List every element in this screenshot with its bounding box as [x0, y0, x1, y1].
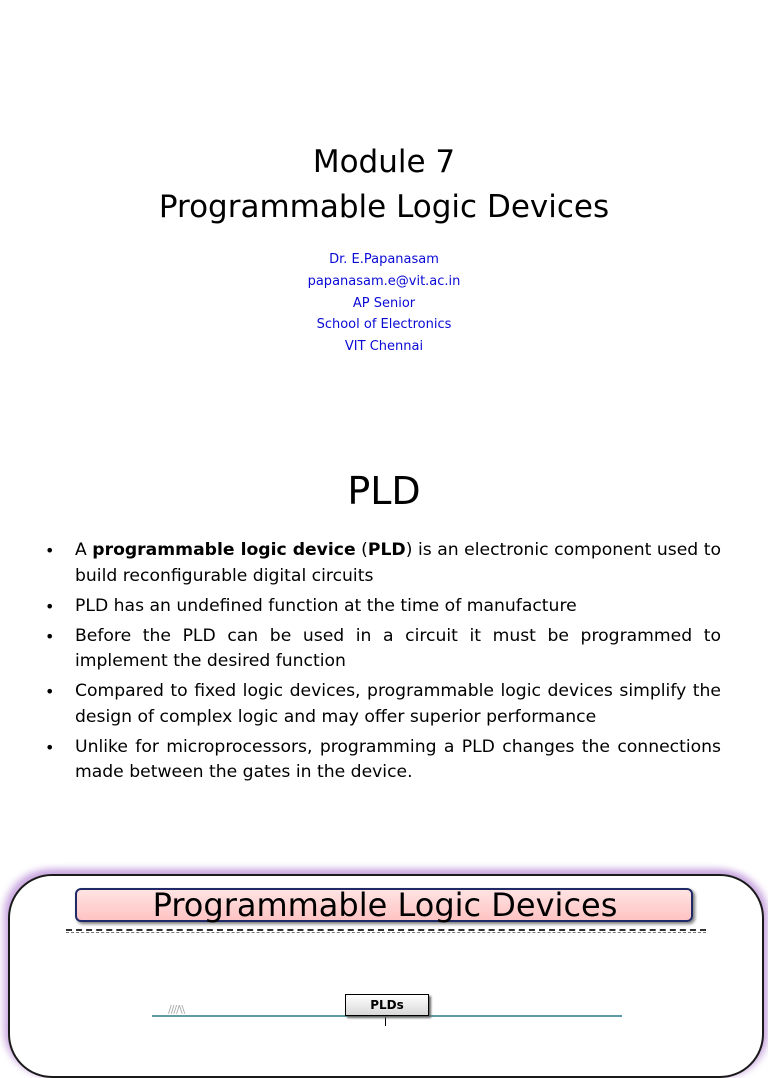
list-item: • Unlike for microprocessors, programming a PLD changes the connections made between the gates in the device.: [45, 736, 721, 782]
author-block: [0, 249, 768, 358]
diagram-connector: [385, 1016, 386, 1026]
pld-diagram-slide: [0, 860, 768, 1024]
author-position: AP Senior: [352, 295, 416, 311]
divider: [66, 929, 706, 931]
divider: [66, 932, 706, 933]
term-bold: programmable logic device: [92, 540, 356, 560]
banner-title: Programmable Logic Devices: [152, 886, 618, 924]
module-title: Module 7: [312, 144, 456, 180]
bullet-icon: •: [45, 682, 55, 701]
decorative-mark: ////\\: [168, 1003, 185, 1016]
pld-slide: [0, 430, 768, 860]
bullet-icon: •: [45, 596, 55, 616]
abbr-bold: PLD: [367, 540, 406, 560]
bullet-icon: •: [45, 737, 55, 757]
slide-title: PLD: [347, 469, 421, 513]
plds-box: PLDs: [345, 994, 429, 1016]
author-name: Dr. E.Papanasam: [329, 252, 439, 267]
author-email: papanasam.e@vit.ac.in: [307, 273, 461, 289]
list-item: • PLD has an undefined function at the time of manufacture: [45, 594, 721, 620]
list-item: • A programmable logic device (PLD) is an electronic component used to build reconfigurable digital circuits: [45, 540, 722, 586]
module-subtitle: Programmable Logic Devices: [158, 189, 610, 225]
author-institution: VIT Chennai: [344, 339, 424, 355]
list-item: • Before the PLD can be used in a circuit it must be programmed to implement the desired function: [45, 625, 721, 671]
bullet-list: [45, 538, 721, 790]
author-school: School of Electronics: [316, 317, 452, 333]
bullet-icon: •: [45, 541, 55, 560]
list-item: • Compared to fixed logic devices, programmable logic devices simplify the design of complex logic and may offer superior performance: [45, 681, 721, 727]
title-slide: [0, 0, 768, 430]
bullet-icon: •: [45, 626, 55, 646]
